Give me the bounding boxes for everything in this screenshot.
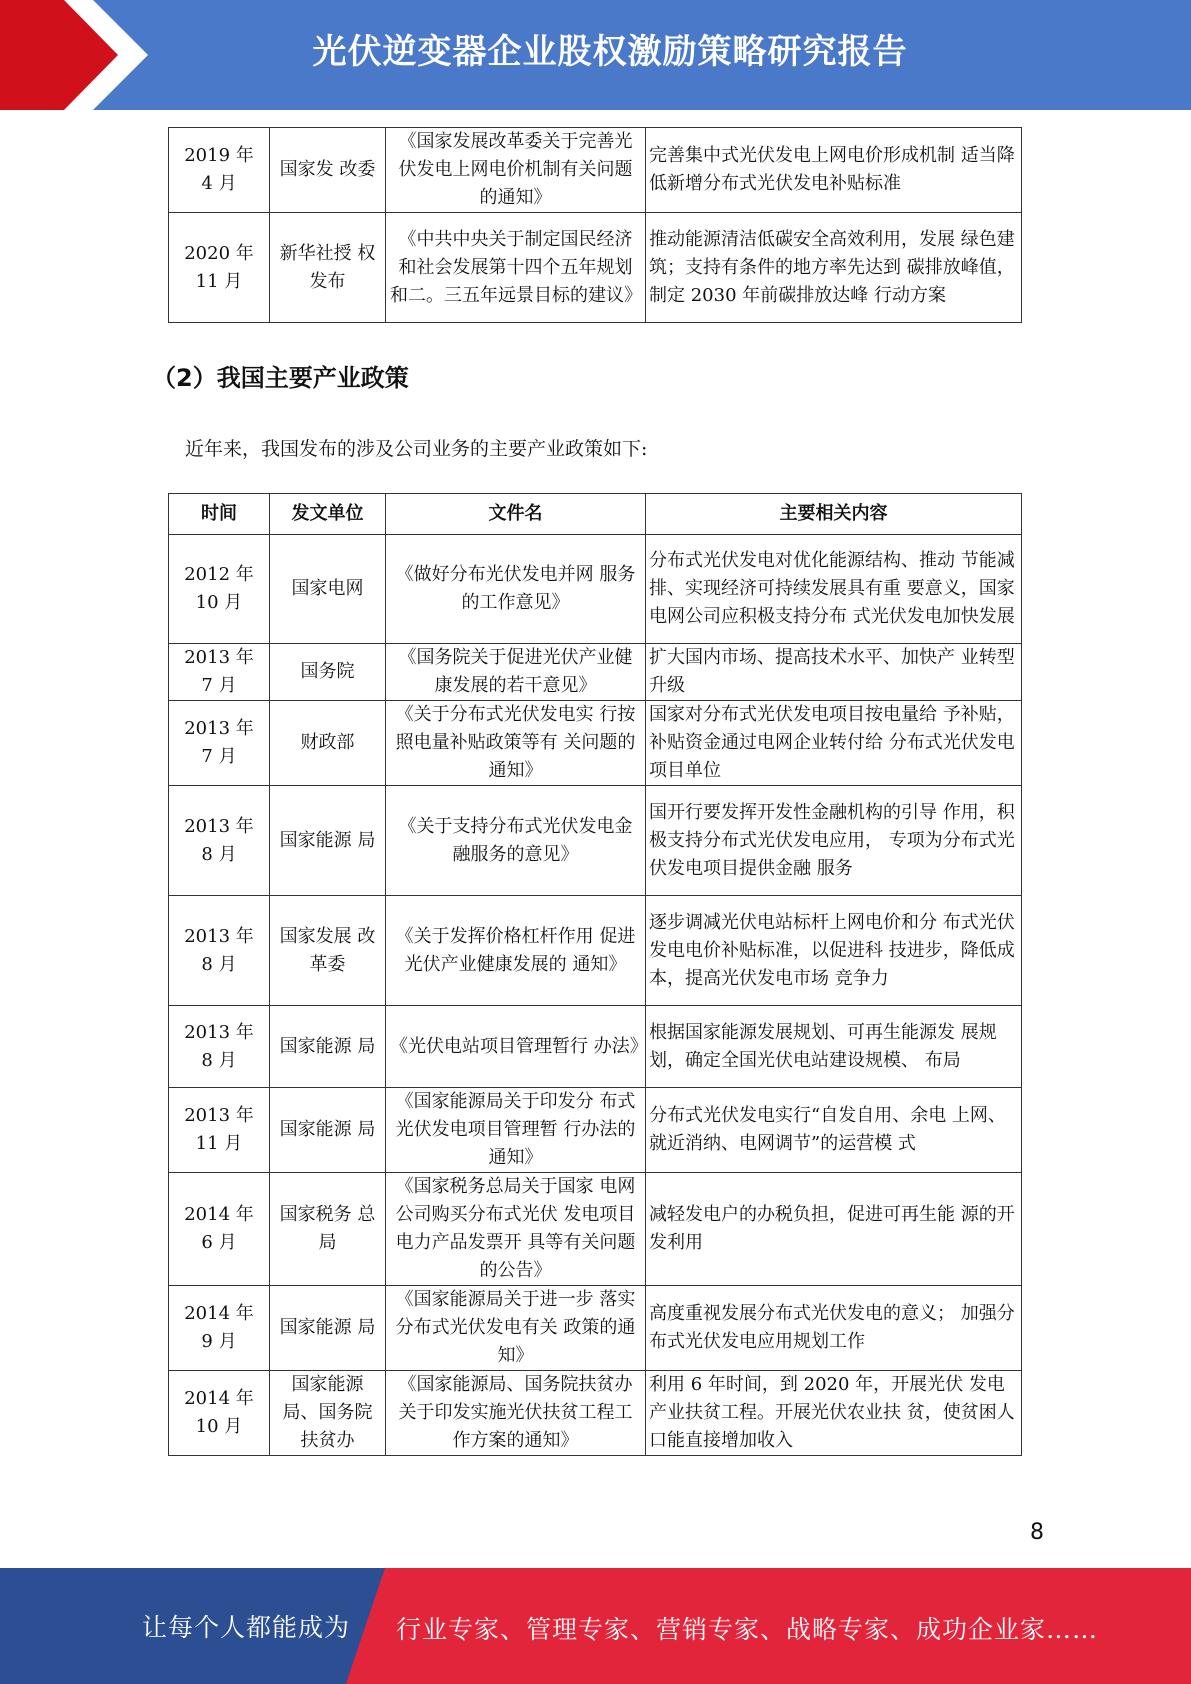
header-content: 主要相关内容: [646, 494, 1022, 535]
policy-table: [168, 493, 1022, 1456]
document-cell: 《关于分布式光伏发电实 行按照电量补贴政策等有 关问题的通知》: [386, 701, 646, 786]
document-cell: 《国家能源局关于进一步 落实分布式光伏发电有关 政策的通知》: [386, 1286, 646, 1371]
header-issuer: 发文单位: [270, 494, 386, 535]
date-cell: 2019 年 4 月: [169, 128, 270, 213]
footer-slogan-right: 行业专家、管理专家、营销专家、战略专家、成功企业家……: [396, 1615, 1099, 1644]
document-cell: 《国家能源局、国务院扶贫办关于印发实施光伏扶贫工程工作方案的通知》: [386, 1371, 646, 1456]
date-cell: 2014 年 10 月: [169, 1371, 270, 1456]
table-row: [169, 213, 1022, 323]
footer-slogan-left: 让每个人都能成为: [142, 1613, 351, 1642]
table-row: [169, 644, 1022, 701]
date-cell: 2013 年 7 月: [169, 644, 270, 701]
document-cell: 《国家能源局关于印发分 布式光伏发电项目管理暂 行办法的通知》: [386, 1088, 646, 1173]
document-cell: 《做好分布光伏发电并网 服务的工作意见》: [386, 535, 646, 644]
table-row: [169, 1088, 1022, 1173]
date-cell: 2013 年 11 月: [169, 1088, 270, 1173]
content-cell: 根据国家能源发展规划、可再生能源发 展规划，确定全国光伏电站建设规模、 布局: [646, 1006, 1022, 1088]
section-intro: 近年来，我国发布的涉及公司业务的主要产业政策如下:: [185, 438, 648, 460]
date-cell: 2012 年 10 月: [169, 535, 270, 644]
issuer-cell: 国家发 改委: [270, 128, 386, 213]
issuer-cell: 国家能源 局: [270, 786, 386, 896]
section-heading: （2）我国主要产业政策: [152, 364, 409, 392]
date-cell: 2013 年 8 月: [169, 896, 270, 1006]
issuer-cell: 国家能源 局: [270, 1006, 386, 1088]
table-row: [169, 1006, 1022, 1088]
issuer-cell: 国家能源 局: [270, 1286, 386, 1371]
issuer-cell: 国家能源 局: [270, 1088, 386, 1173]
content-cell: 高度重视发展分布式光伏发电的意义； 加强分布式光伏发电应用规划工作: [646, 1286, 1022, 1371]
header-date: 时间: [169, 494, 270, 535]
issuer-cell: 国家能源局、国务院扶贫办: [270, 1371, 386, 1456]
issuer-cell: 新华社授 权发布: [270, 213, 386, 323]
content-cell: 分布式光伏发电对优化能源结构、推动 节能减排、实现经济可持续发展具有重 要意义，国家电网公司应积极支持分布 式光伏发电加快发展: [646, 535, 1022, 644]
table-row: [169, 535, 1022, 644]
content-cell: 国开行要发挥开发性金融机构的引导 作用，积极支持分布式光伏发电应用， 专项为分布式光伏发电项目提供金融 服务: [646, 786, 1022, 896]
content-cell: 国家对分布式光伏发电项目按电量给 予补贴，补贴资金通过电网企业转付给 分布式光伏发电项目单位: [646, 701, 1022, 786]
issuer-cell: 国务院: [270, 644, 386, 701]
table-row: [169, 701, 1022, 786]
content-cell: 利用 6 年时间，到 2020 年，开展光伏 发电产业扶贫工程。开展光伏农业扶 贫，使贫困人口能直接增加收入: [646, 1371, 1022, 1456]
table-row: [169, 1286, 1022, 1371]
document-cell: 《中共中央关于制定国民经济和社会发展第十四个五年规划和二。三五年远景目标的建议》: [386, 213, 646, 323]
date-cell: 2013 年 8 月: [169, 786, 270, 896]
content-cell: 逐步调减光伏电站标杆上网电价和分 布式光伏发电电价补贴标准，以促进科 技进步，降低成本，提高光伏发电市场 竞争力: [646, 896, 1022, 1006]
date-cell: 2013 年 7 月: [169, 701, 270, 786]
document-cell: 《光伏电站项目管理暂行 办法》: [386, 1006, 646, 1088]
header-banner: [0, 0, 1191, 110]
table-header-row: [169, 494, 1022, 535]
content-cell: 推动能源清洁低碳安全高效利用，发展 绿色建筑；支持有条件的地方率先达到 碳排放峰值，制定 2030 年前碳排放达峰 行动方案: [646, 213, 1022, 323]
table-row: [169, 1173, 1022, 1286]
content-cell: 扩大国内市场、提高技术水平、加快产 业转型升级: [646, 644, 1022, 701]
content-cell: 完善集中式光伏发电上网电价形成机制 适当降低新增分布式光伏发电补贴标准: [646, 128, 1022, 213]
table-row: [169, 128, 1022, 213]
document-cell: 《关于支持分布式光伏发电金融服务的意见》: [386, 786, 646, 896]
page-number: 8: [1030, 1520, 1044, 1545]
issuer-cell: 国家发展 改革委: [270, 896, 386, 1006]
date-cell: 2020 年 11 月: [169, 213, 270, 323]
issuer-cell: 财政部: [270, 701, 386, 786]
content-cell: 分布式光伏发电实行“自发自用、余电 上网、就近消纳、电网调节”的运营模 式: [646, 1088, 1022, 1173]
content-cell: 减轻发电户的办税负担，促进可再生能 源的开发利用: [646, 1173, 1022, 1286]
policy-table-continued: [168, 127, 1022, 323]
document-cell: 《国家税务总局关于国家 电网公司购买分布式光伏 发电项目电力产品发票开 具等有关问题的公告》: [386, 1173, 646, 1286]
document-cell: 《关于发挥价格杠杆作用 促进光伏产业健康发展的 通知》: [386, 896, 646, 1006]
date-cell: 2014 年 9 月: [169, 1286, 270, 1371]
table-row: [169, 896, 1022, 1006]
document-cell: 《国务院关于促进光伏产业健康发展的若干意见》: [386, 644, 646, 701]
issuer-cell: 国家税务 总局: [270, 1173, 386, 1286]
document-cell: 《国家发展改革委关于完善光伏发电上网电价机制有关问题的通知》: [386, 128, 646, 213]
date-cell: 2014 年 6 月: [169, 1173, 270, 1286]
date-cell: 2013 年 8 月: [169, 1006, 270, 1088]
report-title: 光伏逆变器企业股权激励策略研究报告: [312, 32, 908, 72]
table-row: [169, 1371, 1022, 1456]
header-document: 文件名: [386, 494, 646, 535]
issuer-cell: 国家电网: [270, 535, 386, 644]
footer-banner: [0, 1568, 1191, 1684]
table-row: [169, 786, 1022, 896]
